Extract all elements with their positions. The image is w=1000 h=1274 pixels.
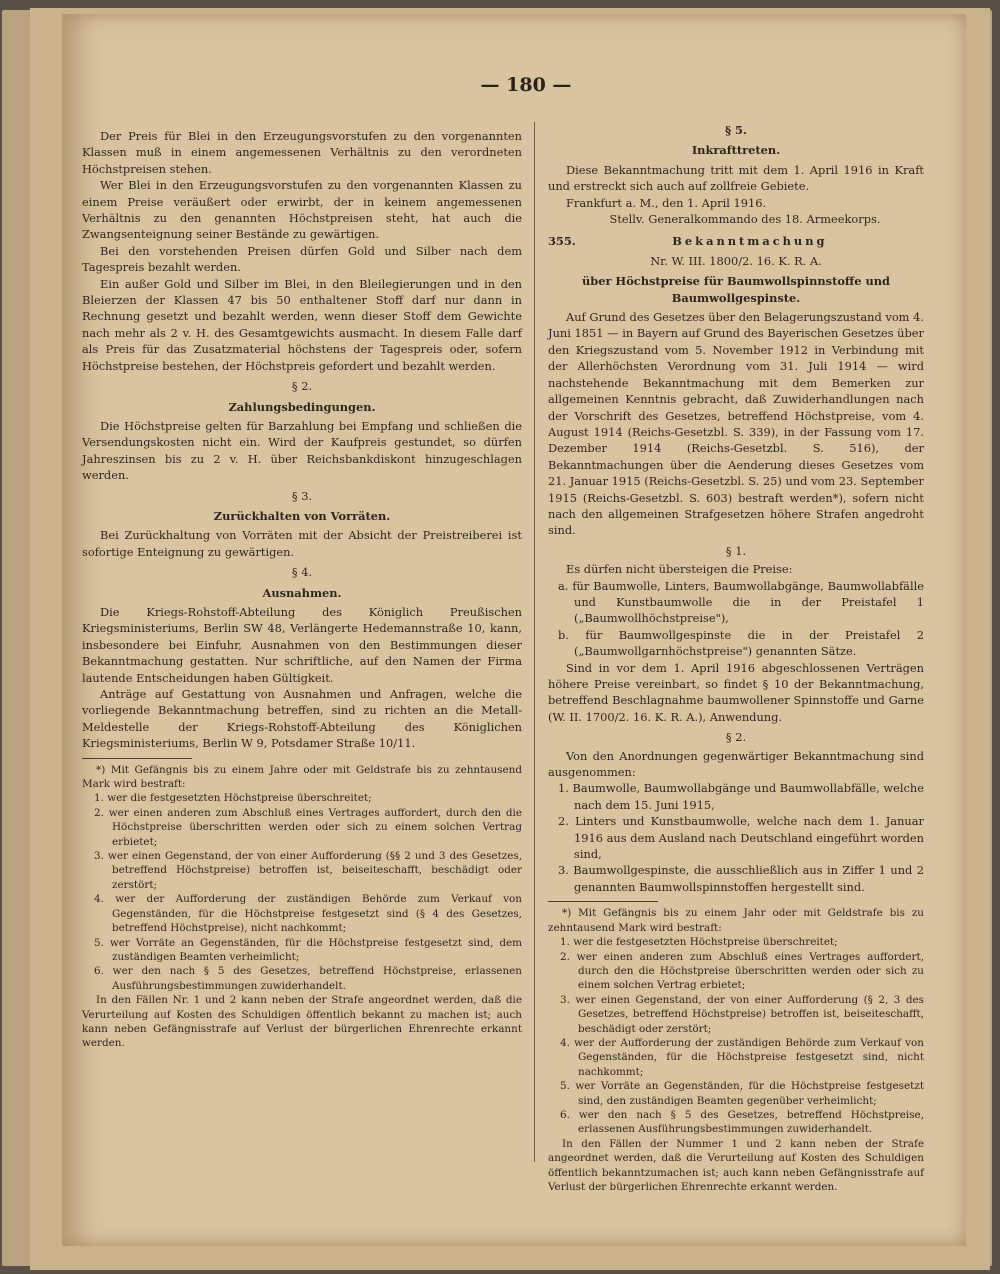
- paragraph: Von den Anordnungen gegenwärtiger Bekanntmachung sind ausgenommen:: [548, 748, 924, 780]
- announcement-number: Nr. W. III. 1800/2. 16. K. R. A.: [650, 253, 822, 268]
- paragraph: Die Höchstpreise gelten für Barzahlung bei Empfang und schließen die Versendungskosten nicht ein. Wird der Kaufpreis gestundet, so dürfen Jahreszinsen bis zu 2 v. H. über Reichsbankdiskont hinzugeschlagen werden.: [82, 418, 522, 483]
- section-number: § 2.: [291, 379, 313, 394]
- footnote-item: 6. wer den nach § 5 des Gesetzes, betreffend Höchstpreise, erlassenen Ausführungsbestimmungen zuwiderhandelt.: [94, 965, 522, 992]
- page-number: — 180 —: [480, 74, 572, 96]
- section-title: Ausnahmen.: [262, 585, 342, 600]
- footnote-item: 5. wer Vorräte an Gegenständen, für die Höchstpreise festgesetzt sind, dem zuständigen Beamten verheimlicht;: [94, 936, 522, 963]
- announcement-subject: über Höchstpreise für Baumwollspinnstoffe und Baumwollgespinste.: [581, 274, 891, 305]
- footnote-item: 2. wer einen anderen zum Abschluß eines Vertrages auffordert, durch den die Höchstpreise überschritten werden oder sich zu einem solchen Vertrag erbietet;: [560, 950, 924, 992]
- section-number: § 3.: [291, 488, 313, 503]
- paragraph: Ein außer Gold und Silber im Blei, in den Bleilegierungen und in den Bleierzen der Klassen 47 bis 50 enthaltener Stoff darf nur dann in Rechnung gesetzt und bezahlt werden, wenn dieser Stoff dem Gewichte nach mehr als 2 v. H. des Gesamtgewichts ausmacht. In diesem Falle darf als Preis für das Zusatzmaterial höchstens der Tagespreis oder, sofern Höchstpreise bestehen, der Höchstpreis gefordert und bezahlt werden.: [82, 276, 522, 373]
- paragraph: Diese Bekanntmachung tritt mit dem 1. April 1916 in Kraft und erstreckt sich auch auf zollfreie Gebiete.: [548, 162, 924, 194]
- section-number: § 1.: [725, 543, 747, 558]
- paragraph: Auf Grund des Gesetzes über den Belagerungszustand vom 4. Juni 1851 — in Bayern auf Grund des Bayerischen Gesetzes über den Kriegszustand vom 5. November 1912 in Verbindung mit der Allerhöchsten Verordnung vom 31. Juli 1914 — wird nachstehende Bekanntmachung mit dem Bemerken zur allgemeinen Kenntnis gebracht, daß Zuwiderhandlungen nach der Vorschrift des Gesetzes, betreffend Höchstpreise, vom 4. August 1914 (Reichs-Gesetzbl. S. 339), in der Fassung vom 17. Dezember 1914 (Reichs-Gesetzbl. S. 516), der Bekanntmachungen über die Aenderung dieses Gesetzes vom 21. Januar 1915 (Reichs-Gesetzbl. S. 25) und vom 23. September 1915 (Reichs-Gesetzbl. S. 603) bestraft werden*), sofern nicht nach den allgemeinen Strafgesetzen höhere Strafen angedroht sind.: [548, 310, 924, 538]
- list-item: 2. Linters und Kunstbaumwolle, welche nach dem 1. Januar 1916 aus dem Ausland nach Deutschland eingeführt worden sind,: [558, 814, 924, 862]
- paragraph: Anträge auf Gestattung von Ausnahmen und Anfragen, welche die vorliegende Bekanntmachung betreffen, sind zu richten an die Metall-Meldestelle der Kriegs-Rohstoff-Abteilung des Königlichen Kriegsministeriums, Berlin W 9, Potsdamer Straße 10/11.: [82, 687, 522, 751]
- paragraph: Bei den vorstehenden Preisen dürfen Gold und Silber nach dem Tagespreis bezahlt werden.: [82, 243, 522, 275]
- footnote-intro: *) Mit Gefängnis bis zu einem Jahr oder mit Geldstrafe bis zu zehntausend Mark wird bestraft:: [548, 907, 924, 934]
- list-item: 3. Baumwollgespinste, die ausschließlich aus in Ziffer 1 und 2 genannten Baumwollspinnstoffen hergestellt sind.: [558, 863, 924, 894]
- footnote-item: 3. wer einen Gegenstand, der von einer Aufforderung (§§ 2 und 3 des Gesetzes, betreffend Höchstpreise) betroffen ist, beiseiteschafft, beschädigt oder zerstört;: [94, 850, 522, 891]
- footnote-item: 4. wer der Aufforderung der zuständigen Behörde zum Verkauf von Gegenständen, für die Höchstpreise festgesetzt sind (§ 4 des Gesetzes, betreffend Höchstpreise), nicht nachkommt;: [94, 893, 522, 935]
- footnote-rule: [82, 758, 192, 759]
- section-number: § 4.: [291, 565, 313, 580]
- footnote-intro: *) Mit Gefängnis bis zu einem Jahre oder mit Geldstrafe bis zu zehntausend Mark wird bestraft:: [82, 763, 522, 791]
- list-item: a. für Baumwolle, Linters, Baumwollabgänge, Baumwollabfälle und Kunstbaumwolle die in der Preistafel 1 („Baumwollhöchstpreise"),: [558, 578, 924, 626]
- paragraph: Wer Blei in den Erzeugungsvorstufen zu den vorgenannten Klassen zu einem Preise veräußert oder erwirbt, der in keinem angemessenen Verhältnis zu den genannten Höchstpreisen steht, hat auch die Zwangsenteignung seiner Bestände zu gewärtigen.: [82, 178, 522, 242]
- paragraph: Die Kriegs-Rohstoff-Abteilung des Königlich Preußischen Kriegsministeriums, Berlin SW 48, Verlängerte Hedemannstraße 10, kann, insbesondere bei Einfuhr, Ausnahmen von den Bestimmungen dieser Bekanntmachung gestatten. Nur schriftliche, auf den Namen der Firma lautende Entscheidungen haben Gültigkeit.: [82, 604, 522, 685]
- footnote-item: 2. wer einen anderen zum Abschluß eines Vertrages auffordert, durch den die Höchstpreise überschritten werden oder sich zu einem solchen Vertrag erbietet;: [94, 806, 522, 848]
- paragraph: Der Preis für Blei in den Erzeugungsvorstufen zu den vorgenannten Klassen muß in einem angemessenen Verhältnis zu den verordneten Höchstpreisen stehen.: [82, 129, 522, 176]
- list-item: 1. Baumwolle, Baumwollabgänge und Baumwollabfälle, welche nach dem 15. Juni 1915,: [558, 781, 924, 812]
- column-divider: [534, 122, 535, 1162]
- footnote-item: 6. wer den nach § 5 des Gesetzes, betreffend Höchstpreise, erlassenen Ausführungsbestimmungen zuwiderhandelt.: [560, 1108, 924, 1136]
- section-title: Zahlungsbedingungen.: [228, 399, 376, 414]
- right-column: [548, 118, 924, 1194]
- footnote-item: 4. wer der Aufforderung der zuständigen Behörde zum Verkauf von Gegenständen, für die Höchstpreise festgesetzt sind, nicht nachkommt;: [560, 1036, 924, 1078]
- footnote: [548, 906, 924, 1194]
- section-number: § 5.: [725, 123, 747, 137]
- announcement-title: Bekanntmachung: [672, 234, 828, 249]
- signature: Stellv. Generalkommando des 18. Armeekorps.: [609, 212, 881, 227]
- footnote-item: 1. wer die festgesetzten Höchstpreise überschreitet;: [94, 792, 372, 805]
- section-title: Inkrafttreten.: [691, 143, 781, 158]
- footnote-outro: In den Fällen Nr. 1 und 2 kann neben der Strafe angeordnet werden, daß die Verurteilung auf Kosten des Schuldigen öffentlich bekannt zu machen ist; auch kann neben Gefängnisstrafe auf Verlust der bürgerlichen Ehrenrechte erkannt werden.: [82, 994, 522, 1050]
- place-date: Frankfurt a. M., den 1. April 1916.: [566, 195, 767, 210]
- footnote-outro: In den Fällen der Nummer 1 und 2 kann neben der Strafe angeordnet werden, daß die Verurteilung auf Kosten des Schuldigen öffentlich bekanntzumachen ist; auch kann neben Gefängnisstrafe auf Verlust der bürgerlichen Ehrenrechte erkannt werden.: [548, 1137, 924, 1193]
- paragraph: Bei Zurückhaltung von Vorräten mit der Absicht der Preistreiberei ist sofortige Enteignung zu gewärtigen.: [82, 528, 522, 559]
- section-title: Zurückhalten von Vorräten.: [213, 508, 391, 523]
- paragraph: Sind in vor dem 1. April 1916 abgeschlossenen Verträgen höhere Preise vereinbart, so findet § 10 der Bekanntmachung, betreffend Beschlagnahme baumwollener Spinnstoffe und Garne (W. II. 1700/2. 16. K. R. A.), Anwendung.: [548, 660, 924, 724]
- item-number: 355.: [548, 234, 576, 249]
- list-item: b. für Baumwollgespinste die in der Preistafel 2 („Baumwollgarnhöchstpreise") genannten Sätze.: [558, 627, 924, 659]
- footnote-item: 3. wer einen Gegenstand, der von einer Aufforderung (§ 2, 3 des Gesetzes, betreffend Höchstpreise) betroffen ist, beiseiteschafft, beschädigt oder zerstört;: [560, 993, 924, 1035]
- paragraph: Es dürfen nicht übersteigen die Preise:: [566, 562, 793, 577]
- section-number: § 2.: [725, 730, 747, 745]
- footnote-rule: [548, 901, 658, 902]
- announcement-header: [548, 233, 924, 249]
- footnote-item: 1. wer die festgesetzten Höchstpreise überschreitet;: [560, 936, 838, 949]
- footnote: [82, 763, 522, 1051]
- footnote-item: 5. wer Vorräte an Gegenständen, für die Höchstpreise festgesetzt sind, den zuständigen Beamten gegenüber verheimlicht;: [560, 1080, 924, 1107]
- left-column: [82, 128, 522, 1051]
